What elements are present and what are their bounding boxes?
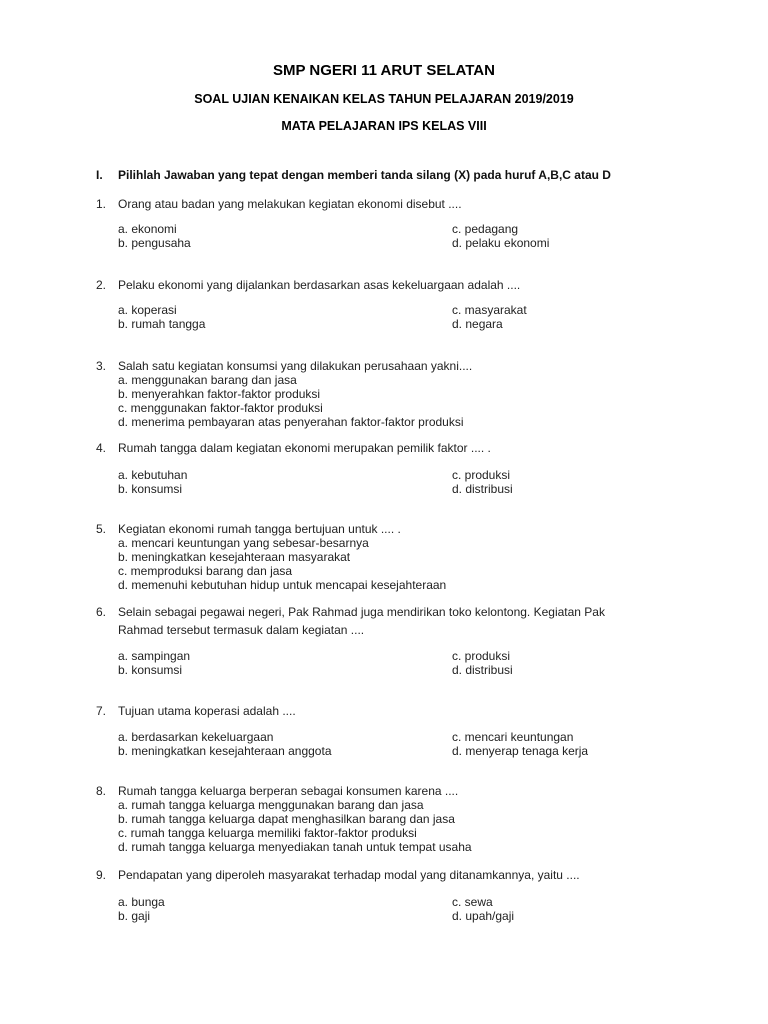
option-a: a. mencari keuntungan yang sebesar-besarnya <box>118 536 369 550</box>
option-c: c. sewa <box>452 895 493 909</box>
option-c: c. mencari keuntungan <box>452 730 574 744</box>
option-c: c. menggunakan faktor-faktor produksi <box>118 401 323 415</box>
option-b: b. menyerahkan faktor-faktor produksi <box>118 387 321 401</box>
option-c: c. pedagang <box>452 222 519 236</box>
option-d: d. memenuhi kebutuhan hidup untuk mencapai kesejahteraan <box>118 578 447 592</box>
question-text: Rumah tangga keluarga berperan sebagai konsumen karena .... <box>118 784 459 798</box>
option-d: d. menerima pembayaran atas penyerahan faktor-faktor produksi <box>118 415 464 429</box>
question-text: Pelaku ekonomi yang dijalankan berdasarkan asas kekeluargaan adalah .... <box>118 278 521 292</box>
option-d: d. distribusi <box>452 482 513 496</box>
question-text: Orang atau badan yang melakukan kegiatan ekonomi disebut .... <box>118 197 462 211</box>
question-number: 2. <box>96 278 107 292</box>
question-number: 7. <box>96 704 107 718</box>
instruction-text: Pilihlah Jawaban yang tepat dengan memberi tanda silang (X) pada huruf A,B,C atau D <box>118 168 611 182</box>
question-text: Tujuan utama koperasi adalah .... <box>118 704 296 718</box>
option-b: b. rumah tangga keluarga dapat menghasilkan barang dan jasa <box>118 812 455 826</box>
exam-title: SOAL UJIAN KENAIKAN KELAS TAHUN PELAJARAN 2019/2019 <box>194 92 574 106</box>
option-a: a. kebutuhan <box>118 468 188 482</box>
option-d: d. pelaku ekonomi <box>452 236 550 250</box>
option-a: a. menggunakan barang dan jasa <box>118 373 297 387</box>
option-a: a. berdasarkan kekeluargaan <box>118 730 274 744</box>
option-b: b. meningkatkan kesejahteraan anggota <box>118 744 332 758</box>
question-text: Rumah tangga dalam kegiatan ekonomi merupakan pemilik faktor .... . <box>118 441 491 455</box>
option-a: a. rumah tangga keluarga menggunakan barang dan jasa <box>118 798 424 812</box>
question-text-continued: Rahmad tersebut termasuk dalam kegiatan .... <box>118 623 365 637</box>
option-b: b. rumah tangga <box>118 317 206 331</box>
question-number: 4. <box>96 441 107 455</box>
option-c: c. produksi <box>452 468 511 482</box>
option-b: b. gaji <box>118 909 151 923</box>
school-title: SMP NGERI 11 ARUT SELATAN <box>273 62 495 79</box>
option-d: d. negara <box>452 317 503 331</box>
question-number: 6. <box>96 605 107 619</box>
option-d: d. upah/gaji <box>452 909 515 923</box>
option-d: d. rumah tangga keluarga menyediakan tanah untuk tempat usaha <box>118 840 472 854</box>
option-b: b. konsumsi <box>118 482 183 496</box>
option-c: c. masyarakat <box>452 303 527 317</box>
option-a: a. bunga <box>118 895 165 909</box>
question-number: 8. <box>96 784 107 798</box>
option-a: a. sampingan <box>118 649 191 663</box>
option-c: c. produksi <box>452 649 511 663</box>
subject-title: MATA PELAJARAN IPS KELAS VIII <box>281 119 487 133</box>
question-text: Kegiatan ekonomi rumah tangga bertujuan untuk .... . <box>118 522 401 536</box>
option-b: b. konsumsi <box>118 663 183 677</box>
option-b: b. meningkatkan kesejahteraan masyarakat <box>118 550 351 564</box>
question-text: Selain sebagai pegawai negeri, Pak Rahmad juga mendirikan toko kelontong. Kegiatan Pak <box>118 605 605 619</box>
option-b: b. pengusaha <box>118 236 191 250</box>
question-number: 5. <box>96 522 107 536</box>
option-d: d. menyerap tenaga kerja <box>452 744 589 758</box>
section-number: I. <box>96 168 103 182</box>
question-number: 3. <box>96 359 107 373</box>
option-c: c. rumah tangga keluarga memiliki faktor-faktor produksi <box>118 826 417 840</box>
option-c: c. memproduksi barang dan jasa <box>118 564 293 578</box>
question-text: Pendapatan yang diperoleh masyarakat terhadap modal yang ditanamkannya, yaitu .... <box>118 868 580 882</box>
question-text: Salah satu kegiatan konsumsi yang dilakukan perusahaan yakni.... <box>118 359 473 373</box>
question-number: 1. <box>96 197 107 211</box>
option-d: d. distribusi <box>452 663 513 677</box>
option-a: a. ekonomi <box>118 222 177 236</box>
option-a: a. koperasi <box>118 303 177 317</box>
question-number: 9. <box>96 868 107 882</box>
